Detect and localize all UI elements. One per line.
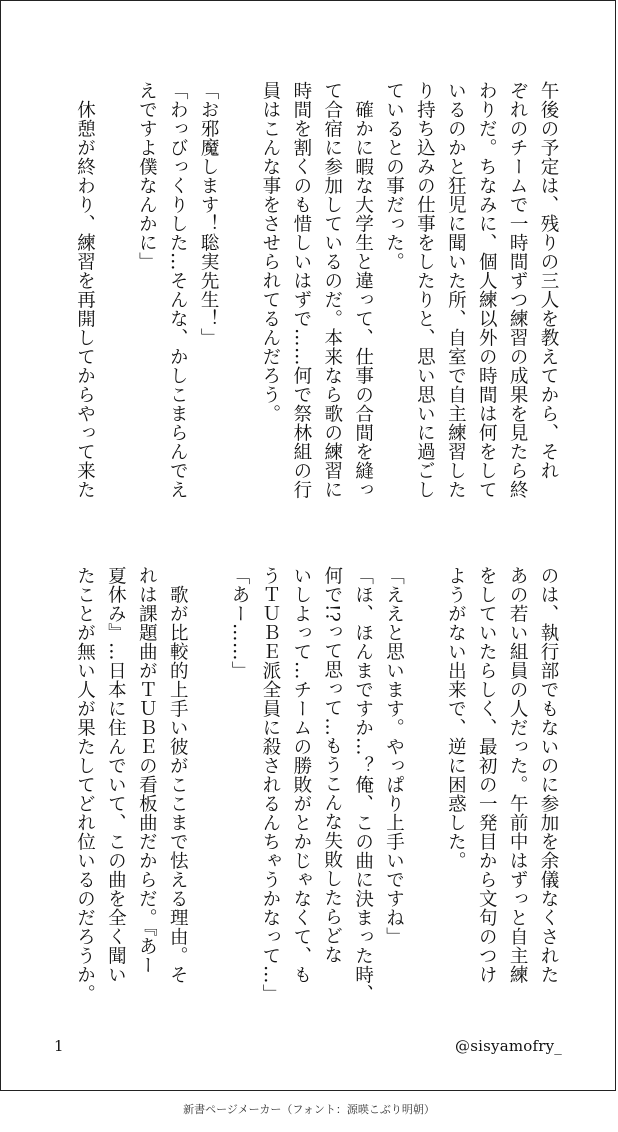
text-line: 「お邪魔します！聡実先生！」	[198, 81, 220, 347]
text-line: 休憩が終わり、練習を再開してからやって来た	[74, 81, 96, 499]
text-line: わりだ。ちなみに、個人練以外の時間は何をして	[476, 81, 498, 499]
text-line	[193, 566, 223, 1011]
text-line	[100, 81, 130, 521]
text-line: うＴＵＢＥ派全員に殺されるんちゃうかなって…」	[259, 566, 281, 1003]
text-line: 「ええと思います。やっぱり上手いですね」	[383, 566, 405, 946]
text-line	[409, 566, 439, 1011]
text-line: 夏休み』…日本に住んでいて、この曲を全く聞い	[105, 566, 127, 984]
text-line: 歌が比較的上手い彼がここまで怯える理由。そ	[167, 566, 189, 984]
text-line: たことが無い人が果たしてどれ位いるのだろうか。	[74, 566, 96, 1003]
text-line: 午後の予定は、残りの三人を教えてから、それ	[538, 81, 559, 480]
text-line: えですよ僕なんかに」	[136, 81, 158, 271]
author-handle: @sisyamofry_	[455, 1037, 562, 1055]
footer-credit: 新書ページメーカー（フォント：源暎こぶり明朝）	[183, 1103, 435, 1116]
text-line: て合宿に参加しているのだ。本来なら歌の練習に	[321, 81, 343, 499]
text-line: 「わっびっくりした…そんな、かしこまらんでえ	[167, 81, 189, 499]
text-line: ているとの事だった。	[383, 81, 405, 271]
text-line: 時間を割くのも惜しいはずで……何で祭林組の行	[290, 81, 312, 499]
page-number: 1	[54, 1037, 64, 1055]
text-line: ようがない出来で、逆に困惑した。	[445, 566, 467, 870]
text-line: いるのかと狂児に聞いた所、自室で自主練習した	[445, 81, 467, 499]
text-line: をしていたらしく、最初の一発目から文句のつけ	[476, 566, 498, 984]
text-line	[224, 81, 254, 521]
text-line: 「あー……」	[229, 566, 250, 680]
text-line: あの若い組員の人だった。午前中はずっと自主練	[507, 566, 529, 984]
text-line: り持ち込みの仕事をしたりと、思い思いに過ごし	[414, 81, 436, 499]
text-line: のは、執行部でもないのに参加を余儀なくされた	[538, 566, 559, 984]
text-line: 確かに暇な大学生と違って、仕事の合間を縫っ	[352, 81, 374, 499]
text-line: れは課題曲がＴＵＢＥの看板曲だからだ。『あー	[136, 566, 158, 975]
text-line: 何で!?って思って…もうこんな失敗したらどな	[321, 566, 343, 965]
text-line: いしよって…チームの勝敗がとかじゃなくて、も	[290, 566, 312, 984]
text-line: 員はこんな事をさせられてるんだろう。	[259, 81, 281, 423]
text-line: 「ほ、ほんまですか…？俺、この曲に決まった時、	[352, 566, 374, 1003]
text-line: ぞれのチームで一時間ずつ練習の成果を見たら終	[507, 81, 529, 499]
